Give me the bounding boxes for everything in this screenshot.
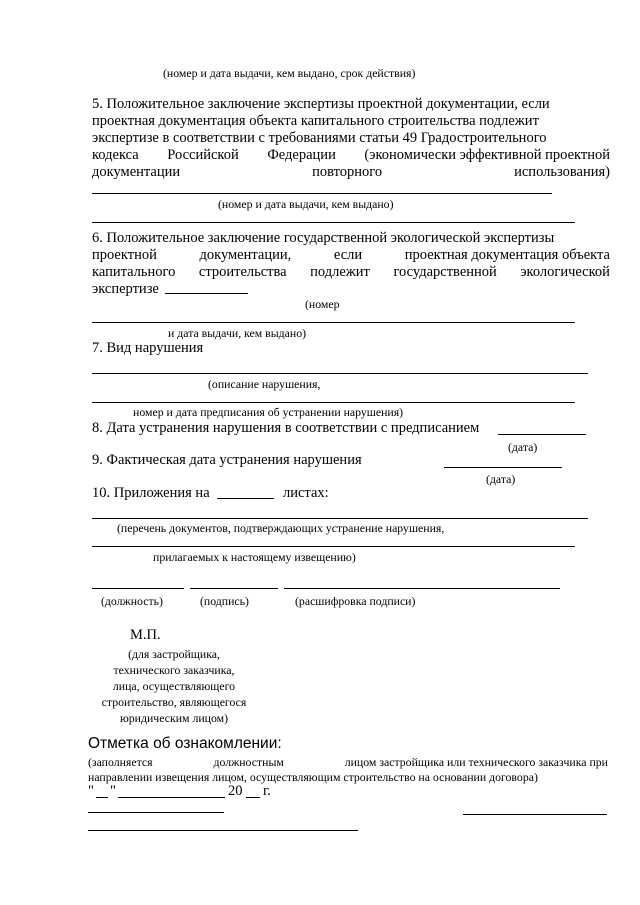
ack-line1-w2: должностным (213, 755, 284, 769)
s6-line3-w4: государственной (393, 264, 497, 280)
ack-date-suffix: г. (263, 783, 271, 799)
s6-line3 (92, 264, 610, 281)
ack-date-year: 20 (228, 783, 243, 799)
ack-date-month-line (118, 797, 225, 798)
s6-line1: 6. Положительное заключение государственной экологической экспертизы (92, 230, 555, 246)
s7-title: 7. Вид нарушения (92, 340, 204, 356)
s9-title: 9. Фактическая дата устранения нарушения (92, 452, 362, 468)
s8-date-line (498, 434, 586, 435)
s10-fill-line-2 (92, 546, 575, 547)
ack-line1-w1: (заполняется (88, 755, 153, 769)
s6-line3-w2: строительства (198, 264, 287, 280)
s5-line5-w2: повторного (312, 164, 383, 180)
s5-fill-line-2 (92, 222, 575, 223)
stamp-mp: М.П. (130, 627, 161, 643)
ack-date-day-line (96, 797, 108, 798)
s8-title: 8. Дата устранения нарушения в соответствии с предписанием (92, 420, 480, 436)
s10-fill-line (92, 518, 588, 519)
ack-sign-line-right (463, 814, 607, 815)
ack-sign-line-2 (88, 830, 358, 831)
s9-caption: (дата) (486, 472, 516, 486)
s6-line2-w3: если (333, 247, 363, 263)
s6-line3-w3: подлежит (310, 264, 370, 280)
stamp-note-line2: технического заказчика, (113, 663, 235, 677)
ack-date-quote-open: " (88, 783, 94, 799)
s5-line3: экспертизе в соответствии с требованиями статьи 49 Градостроительного (92, 130, 547, 146)
s6-caption-a: (номер (305, 297, 340, 311)
ack-line1 (88, 755, 608, 770)
stamp-note-line1: (для застройщика, (128, 647, 220, 661)
s6-inline-fill (165, 293, 248, 294)
s6-line3-w1: капитального (92, 264, 176, 280)
s6-line2-w4: проектная документация объекта (404, 247, 610, 263)
s5-line1: 5. Положительное заключение экспертизы проектной документации, если (92, 96, 550, 112)
s7-caption-a: (описание нарушения, (208, 377, 321, 391)
s5-line4-w3: Федерации (267, 147, 336, 163)
ack-date-quote-close: " (110, 783, 116, 799)
s9-date-line (444, 467, 562, 468)
s7-caption-b: номер и дата предписания об устранении нарушения) (133, 405, 404, 419)
s5-line5 (92, 164, 610, 181)
s5-line4-w1: кодекса (92, 147, 139, 163)
s6-fill-line (92, 322, 575, 323)
signature-sign-caption: (подпись) (200, 594, 249, 608)
s10-title-b: листах: (283, 485, 329, 501)
ack-sign-line-1 (88, 812, 224, 813)
s7-fill-line-2 (92, 402, 575, 403)
signature-position-caption: (должность) (101, 594, 163, 608)
s5-line5-w3: использования) (514, 164, 610, 180)
s6-line2 (92, 247, 610, 264)
s6-caption-b: и дата выдачи, кем выдано) (168, 326, 307, 340)
s10-sheets-line (217, 498, 274, 499)
ack-line1-w3: лицом застройщика или технического заказчика при (344, 755, 608, 769)
s5-line2: проектная документация объекта капитального строительства подлежит (92, 113, 539, 129)
s10-caption-b: прилагаемых к настоящему извещению) (153, 550, 356, 564)
ack-date-year-line (246, 797, 260, 798)
s5-caption: (номер и дата выдачи, кем выдано) (218, 197, 394, 211)
signature-decoding-line (284, 588, 560, 589)
s5-fill-line (92, 193, 552, 194)
s10-title-a: 10. Приложения на (92, 485, 210, 501)
stamp-note (84, 646, 264, 726)
ack-title: Отметка об ознакомлении: (88, 735, 282, 752)
stamp-note-line5: юридическим лицом) (119, 711, 229, 725)
signature-decoding-caption: (расшифровка подписи) (295, 594, 416, 608)
s10-caption-a: (перечень документов, подтверждающих устранение нарушения, (117, 521, 445, 535)
ack-line2: направлении извещения лицом, осуществляющим строительство на основании договора) (88, 770, 538, 784)
s6-line2-w1: проектной (92, 247, 157, 263)
signature-position-line (92, 588, 184, 589)
stamp-note-line4: строительство, являющегося (101, 695, 247, 709)
s7-fill-line (92, 373, 588, 374)
s8-caption: (дата) (508, 440, 538, 454)
s6-line2-w2: документации, (199, 247, 292, 263)
signature-sign-line (190, 588, 278, 589)
caption-top: (номер и дата выдачи, кем выдано, срок действия) (163, 66, 416, 80)
stamp-note-line3: лица, осуществляющего (112, 679, 236, 693)
s5-line4 (92, 147, 610, 164)
s5-line4-w4: (экономически эффективной проектной (364, 147, 610, 163)
s6-line3-w5: экологической (520, 264, 610, 280)
s6-line4: экспертизе (92, 281, 159, 297)
s5-line4-w2: Российской (167, 147, 239, 163)
s5-line5-w1: документации (92, 164, 181, 180)
